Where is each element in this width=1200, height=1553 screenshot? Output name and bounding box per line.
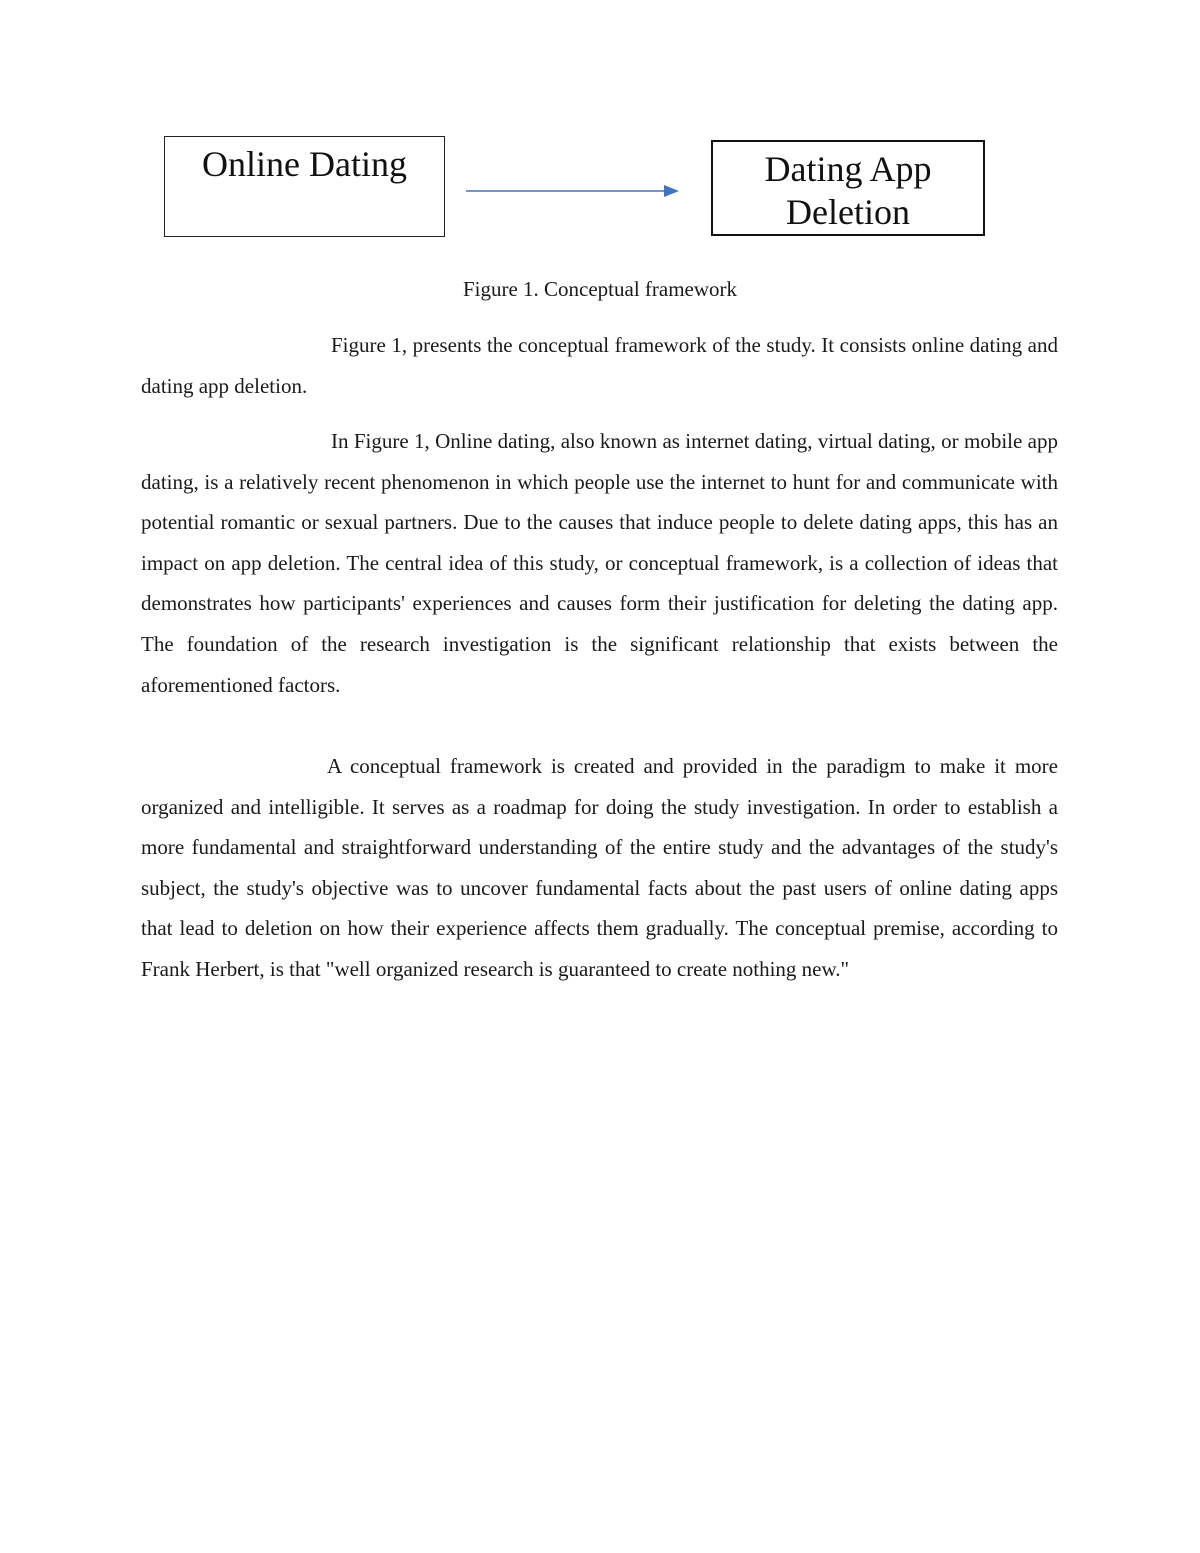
paragraph-2: In Figure 1, Online dating, also known as internet dating, virtual dating, or mobile app dating, is a relatively recent phenomenon in which people use the internet to hunt for and communicate with potential romantic or sexual partners. Due to the causes that induce people to delete dating apps, this has an impact on app deletion. The central idea of this study, or conceptual framework, is a collection of ideas that demonstrates how participants' experiences and causes form their justification for deleting the dating app. The foundation of the research investigation is the significant relationship that exists between the aforementioned factors. bbox=[141, 429, 1058, 697]
arrow-right-icon bbox=[460, 178, 690, 204]
dating-app-deletion-label-line1: Dating App bbox=[764, 149, 932, 189]
online-dating-box bbox=[164, 136, 445, 237]
dating-app-deletion-box bbox=[711, 140, 985, 236]
paragraph-1: Figure 1, presents the conceptual framework of the study. It consists online dating and dating app deletion. bbox=[141, 333, 1058, 398]
figure-caption: Figure 1. Conceptual framework bbox=[462, 277, 738, 301]
dating-app-deletion-label-line2: Deletion bbox=[786, 192, 910, 232]
online-dating-label: Online Dating bbox=[202, 144, 407, 184]
paragraph-3: A conceptual framework is created and provided in the paradigm to make it more organized and intelligible. It serves as a roadmap for doing the study investigation. In order to establish a more fundamental and straightforward understanding of the entire study and the advantages of the study's subject, the study's objective was to uncover fundamental facts about the past users of online dating apps that lead to deletion on how their experience affects them gradually. The conceptual premise, according to Frank Herbert, is that "well organized research is guaranteed to create nothing new." bbox=[141, 754, 1058, 981]
